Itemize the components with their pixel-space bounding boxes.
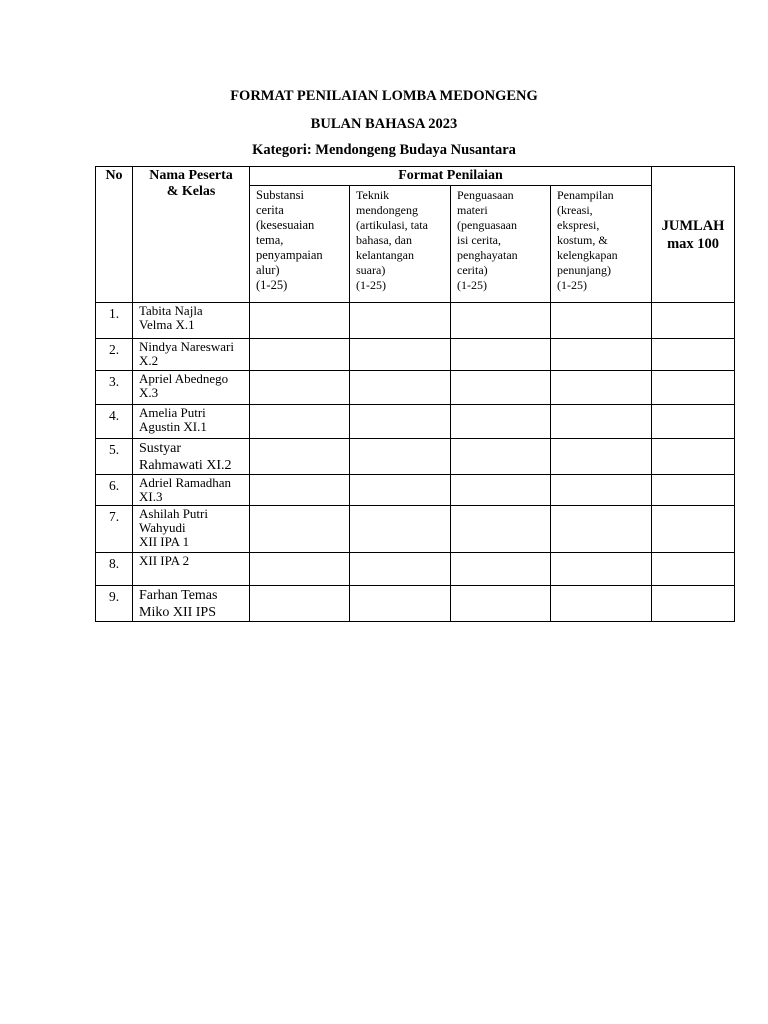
- header-format-penilaian: Format Penilaian: [250, 167, 652, 186]
- participant-name: [133, 303, 250, 339]
- criteria-line: (kesesuaian: [256, 218, 315, 232]
- score-cell: [451, 439, 551, 475]
- criteria-line: (artikulasi, tata: [356, 218, 428, 232]
- participant-name-line: Nindya Nareswari: [139, 339, 234, 354]
- row-number: 3.: [96, 371, 133, 405]
- score-cell: [451, 506, 551, 553]
- table-row: [96, 371, 735, 405]
- criteria-line: kelantangan: [356, 248, 414, 262]
- table-row: [96, 475, 735, 506]
- table-row: [96, 303, 735, 339]
- score-cell: [350, 586, 451, 622]
- participant-name-line: XI.3: [139, 489, 163, 504]
- criteria-header: [350, 186, 451, 303]
- score-cell: [451, 371, 551, 405]
- score-cell: [350, 405, 451, 439]
- table-row: [96, 439, 735, 475]
- score-cell: [250, 405, 350, 439]
- participant-name-line: Agustin XI.1: [139, 419, 207, 434]
- criteria-line: penunjang): [557, 263, 611, 277]
- score-cell: [451, 303, 551, 339]
- score-cell: [250, 475, 350, 506]
- score-cell: [350, 339, 451, 371]
- criteria-line: bahasa, dan: [356, 233, 412, 247]
- score-cell: [551, 506, 652, 553]
- criteria-line: materi: [457, 203, 488, 217]
- header-name-line: Nama Peserta: [149, 168, 233, 183]
- criteria-line: kostum, &: [557, 233, 608, 247]
- total-cell: [652, 506, 735, 553]
- score-cell: [451, 553, 551, 586]
- document-subtitle: BULAN BAHASA 2023: [310, 116, 458, 132]
- header-name: [133, 167, 250, 303]
- participant-name-line: Rahmawati XI.2: [139, 458, 232, 473]
- total-cell: [652, 405, 735, 439]
- criteria-line: (penguasaan: [457, 218, 517, 232]
- participant-name-line: Adriel Ramadhan: [139, 475, 232, 490]
- score-cell: [451, 475, 551, 506]
- score-cell: [451, 586, 551, 622]
- header-no: No: [96, 167, 133, 303]
- participant-name-line: XII IPA 1: [139, 534, 190, 549]
- participant-name-line: Tabita Najla: [139, 303, 203, 318]
- row-number: 1.: [96, 303, 133, 339]
- participant-name: [133, 475, 250, 506]
- participant-name-line: Ashilah Putri: [139, 506, 208, 521]
- score-cell: [250, 303, 350, 339]
- score-cell: [551, 586, 652, 622]
- criteria-line: (1-25): [457, 278, 487, 292]
- participant-name-line: Amelia Putri: [139, 405, 206, 420]
- score-cell: [250, 339, 350, 371]
- participant-name-line: Wahyudi: [139, 520, 186, 535]
- score-cell: [250, 553, 350, 586]
- table-row: [96, 506, 735, 553]
- row-number: 2.: [96, 339, 133, 371]
- score-cell: [350, 439, 451, 475]
- total-cell: [652, 371, 735, 405]
- participant-name-line: XII IPA 2: [139, 553, 190, 568]
- score-cell: [350, 553, 451, 586]
- table-row: [96, 586, 735, 622]
- criteria-header: [451, 186, 551, 303]
- header-jumlah-line: JUMLAH: [661, 217, 725, 234]
- row-number: 5.: [96, 439, 133, 475]
- criteria-line: mendongeng: [356, 203, 418, 217]
- criteria-line: cerita): [457, 263, 488, 277]
- score-cell: [551, 371, 652, 405]
- score-cell: [250, 371, 350, 405]
- participant-name-line: Miko XII IPS: [139, 605, 217, 620]
- score-cell: [451, 339, 551, 371]
- criteria-line: (1-25): [256, 278, 288, 292]
- participant-name-line: Sustyar: [139, 441, 181, 456]
- table-row: [96, 405, 735, 439]
- participant-name-line: Farhan Temas: [139, 588, 218, 603]
- total-cell: [652, 439, 735, 475]
- total-cell: [652, 303, 735, 339]
- total-cell: [652, 339, 735, 371]
- total-cell: [652, 586, 735, 622]
- criteria-line: kelengkapan: [557, 248, 618, 262]
- score-cell: [551, 439, 652, 475]
- score-cell: [250, 439, 350, 475]
- criteria-line: Penguasaan: [457, 188, 514, 202]
- criteria-line: penyampaian: [256, 248, 323, 262]
- score-cell: [551, 405, 652, 439]
- row-number: 4.: [96, 405, 133, 439]
- criteria-line: ekspresi,: [557, 218, 600, 232]
- score-cell: [451, 405, 551, 439]
- document-title: FORMAT PENILAIAN LOMBA MEDONGENG: [230, 88, 538, 104]
- participant-name-line: Apriel Abednego: [139, 371, 229, 386]
- criteria-line: cerita: [256, 203, 284, 217]
- participant-name-line: X.2: [139, 353, 159, 368]
- table-row: [96, 553, 735, 586]
- criteria-line: (1-25): [356, 278, 386, 292]
- participant-rows: [96, 303, 735, 622]
- criteria-header: [250, 186, 350, 303]
- criteria-line: penghayatan: [457, 248, 518, 262]
- score-cell: [250, 586, 350, 622]
- score-cell: [250, 506, 350, 553]
- header-jumlah: [652, 167, 735, 303]
- criteria-line: Teknik: [356, 188, 390, 202]
- participant-name: [133, 371, 250, 405]
- document-category: Kategori: Mendongeng Budaya Nusantara: [252, 142, 516, 158]
- participant-name: [133, 439, 250, 475]
- criteria-line: Penampilan: [557, 188, 614, 202]
- score-cell: [551, 303, 652, 339]
- row-number: 6.: [96, 475, 133, 506]
- assessment-table: [95, 166, 735, 622]
- criteria-header: [551, 186, 652, 303]
- participant-name: [133, 339, 250, 371]
- row-number: 8.: [96, 553, 133, 586]
- criteria-line: alur): [256, 263, 280, 277]
- table-row: [96, 339, 735, 371]
- score-cell: [350, 506, 451, 553]
- score-cell: [551, 339, 652, 371]
- total-cell: [652, 475, 735, 506]
- participant-name: [133, 553, 250, 586]
- score-cell: [551, 475, 652, 506]
- criteria-line: suara): [356, 263, 386, 277]
- total-cell: [652, 553, 735, 586]
- header-name-line: & Kelas: [166, 184, 216, 199]
- participant-name-line: X.3: [139, 385, 159, 400]
- score-cell: [350, 371, 451, 405]
- header-jumlah-line: max 100: [667, 235, 720, 252]
- row-number: 9.: [96, 586, 133, 622]
- score-cell: [350, 475, 451, 506]
- score-cell: [551, 553, 652, 586]
- row-number: 7.: [96, 506, 133, 553]
- participant-name: [133, 586, 250, 622]
- criteria-line: (kreasi,: [557, 203, 593, 217]
- participant-name-line: Velma X.1: [139, 317, 195, 332]
- participant-name: [133, 506, 250, 553]
- score-cell: [350, 303, 451, 339]
- criteria-line: (1-25): [557, 278, 587, 292]
- criteria-line: Substansi: [256, 188, 304, 202]
- criteria-line: tema,: [256, 233, 284, 247]
- criteria-line: isi cerita,: [457, 233, 501, 247]
- participant-name: [133, 405, 250, 439]
